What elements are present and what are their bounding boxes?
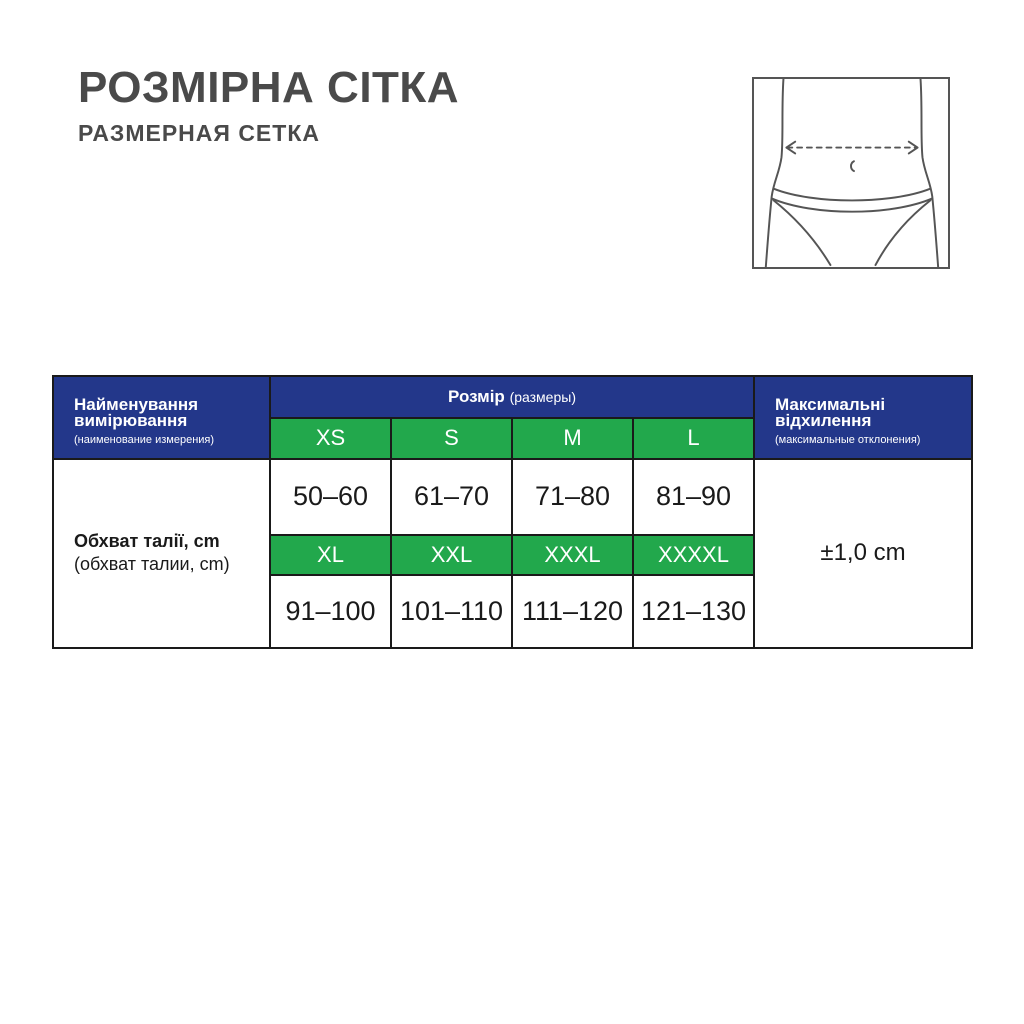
measurement-name-header-sublabel: (наименование измерения) xyxy=(74,434,215,447)
measurement-name-ru: (обхват талии, cm) xyxy=(74,554,230,575)
deviation-header-label: Максимальні відхилення xyxy=(775,395,886,431)
size-value: 71–80 xyxy=(512,459,633,536)
measurement-name-header-label: Найменування вимірювання xyxy=(74,395,199,431)
size-label: XXL xyxy=(391,535,512,575)
size-value: 61–70 xyxy=(391,459,512,536)
size-value: 121–130 xyxy=(633,575,754,648)
deviation-value: ±1,0 cm xyxy=(754,459,972,648)
size-label: S xyxy=(391,418,512,458)
size-header xyxy=(270,376,754,418)
measurement-name: Обхват талії, cm xyxy=(74,531,220,552)
size-label: M xyxy=(512,418,633,458)
size-value: 91–100 xyxy=(270,575,391,648)
size-label: XXXL xyxy=(512,535,633,575)
measurement-name-header xyxy=(53,376,270,459)
page-subtitle: РАЗМЕРНАЯ СЕТКА xyxy=(78,120,320,146)
size-table xyxy=(52,375,973,649)
size-label: XL xyxy=(270,535,391,575)
size-header-sublabel: (размеры) xyxy=(509,389,576,406)
size-value: 111–120 xyxy=(512,575,633,648)
size-label: XS xyxy=(270,418,391,458)
size-label: L xyxy=(633,418,754,458)
deviation-header-sublabel: (максимальные отклонения) xyxy=(775,434,921,447)
waist-measurement-icon xyxy=(752,77,950,269)
size-value: 81–90 xyxy=(633,459,754,536)
measurement-name-cell xyxy=(53,459,270,648)
size-value: 50–60 xyxy=(270,459,391,536)
page-title: РОЗМІРНА СІТКА xyxy=(78,63,460,112)
deviation-header xyxy=(754,376,972,459)
size-label: XXXXL xyxy=(633,535,754,575)
size-value: 101–110 xyxy=(391,575,512,648)
size-header-label: Розмір xyxy=(448,387,505,407)
